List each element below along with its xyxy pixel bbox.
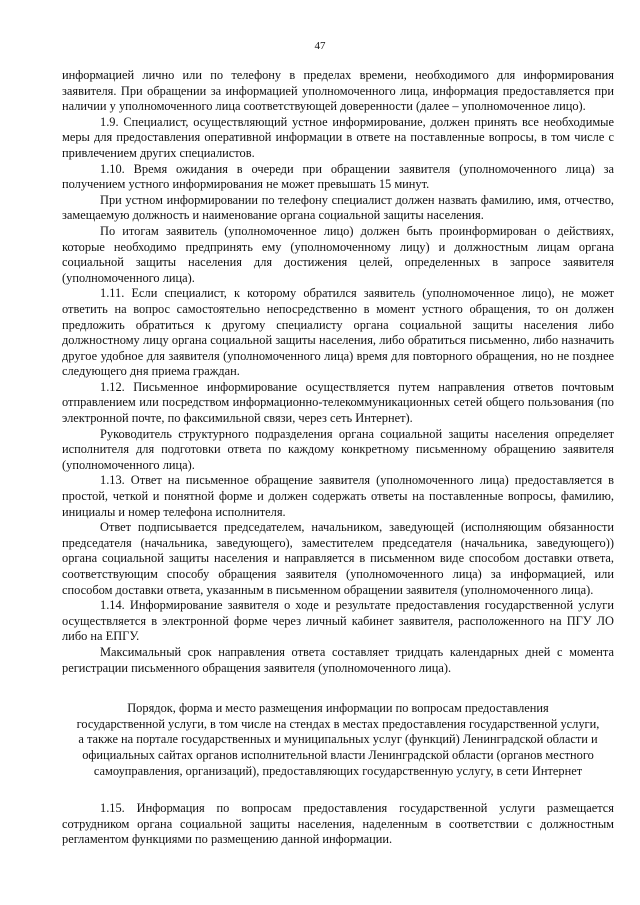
heading-line: официальных сайтах органов исполнительной власти Ленинградской области (органов местного [82,747,594,762]
paragraph-manager: Руководитель структурного подразделения органа социальной защиты населения определяет исполнителя для подготовки ответа по каждому конкретному письменному обращению заявителя (уполномоченного лица). [62,426,614,472]
paragraph-1-10: 1.10. Время ожидания в очереди при обращении заявителя (уполномоченного лица) за получением устного информирования не может превышать 15 минут. [62,161,614,192]
section-heading [62,701,614,779]
heading-line: Порядок, форма и место размещения информации по вопросам предоставления [127,701,549,716]
document-body [62,68,614,848]
paragraph-1-15: 1.15. Информация по вопросам предоставления государственной услуги размещается сотрудником органа социальной защиты населения, наделенным в соответствии с должностным регламентом функциями по размещению данной информации. [62,801,614,847]
page-number: 47 [314,40,326,52]
paragraph-max-term: Максимальный срок направления ответа составляет тридцать календарных дней с момента регистрации письменного обращения заявителя (уполномоченного лица). [62,644,614,675]
paragraph-1-14: 1.14. Информирование заявителя о ходе и результате предоставления государственной услуги осуществляется в электронной форме через личный кабинет заявителя, расположенного на ПГУ ЛО либо на ЕПГУ. [62,598,614,644]
paragraph-1-12: 1.12. Письменное информирование осуществляется путем направления ответов почтовым отправлением или посредством информационно-телекоммуникационных сетей общего пользования (по электронной почте, по факсимильной связи, через сеть Интернет). [62,379,614,426]
paragraph-1-9: 1.9. Специалист, осуществляющий устное информирование, должен принять все необходимые меры для предоставления оперативной информации в ответе на поставленные вопросы, в том числе с привлечением других специалистов. [62,114,614,160]
paragraph-answer-signed: Ответ подписывается председателем, начальником, заведующей (исполняющим обязанности председателя (начальника, заведующего), заместителем председателя (начальника, заведующего)) органа социальной защиты населения и направляется в письменном виде способом доставки ответа, соответствующим способу обращения заявителя (уполномоченного лица) за информацией, или способом доставки ответа, указанным в письменном обращении заявителя (уполномоченного лица). [62,520,614,597]
paragraph-continuation: информацией лично или по телефону в пределах времени, необходимого для информирования заявителя. При обращении за информацией уполномоченного лица, информация предоставляется при наличии у уполномоченного лица соответствующей доверенности (далее – уполномоченное лицо). [62,68,614,114]
paragraph-results: По итогам заявитель (уполномоченное лицо) должен быть проинформирован о действиях, которые необходимо предпринять ему (уполномоченному лицу) и должностным лицам органа социальной защиты населения для достижения целей, определенных в запросе заявителя (уполномоченного лица). [62,223,614,285]
paragraph-phone-info: При устном информировании по телефону специалист должен назвать фамилию, имя, отчество, замещаемую должность и наименование органа социальной защиты населения. [62,192,614,223]
paragraph-1-11: 1.11. Если специалист, к которому обратился заявитель (уполномоченное лицо), не может ответить на вопрос самостоятельно непосредственно в момент устного обращения, то он должен предложить обратиться к другому специалисту органа социальной защиты населения либо должностному лицу органа социальной защиты населения, либо обратиться письменно, либо назначить другое удобное для заявителя (уполномоченного лица) время для повторного обращения, но не позднее следующего дня приема граждан. [62,286,614,379]
paragraph-1-13: 1.13. Ответ на письменное обращение заявителя (уполномоченного лица) предоставляется в простой, четкой и понятной форме и должен содержать ответы на поставленные вопросы, фамилию, инициалы и номер телефона исполнителя. [62,473,614,519]
heading-line: самоуправления, организаций), предоставляющих государственную услугу, в сети Интернет [93,763,583,778]
heading-line: государственной услуги, в том числе на стендах в местах предоставления государственной услуги, [76,716,600,731]
heading-line: а также на портале государственных и муниципальных услуг (функций) Ленинградской области и [78,732,598,747]
